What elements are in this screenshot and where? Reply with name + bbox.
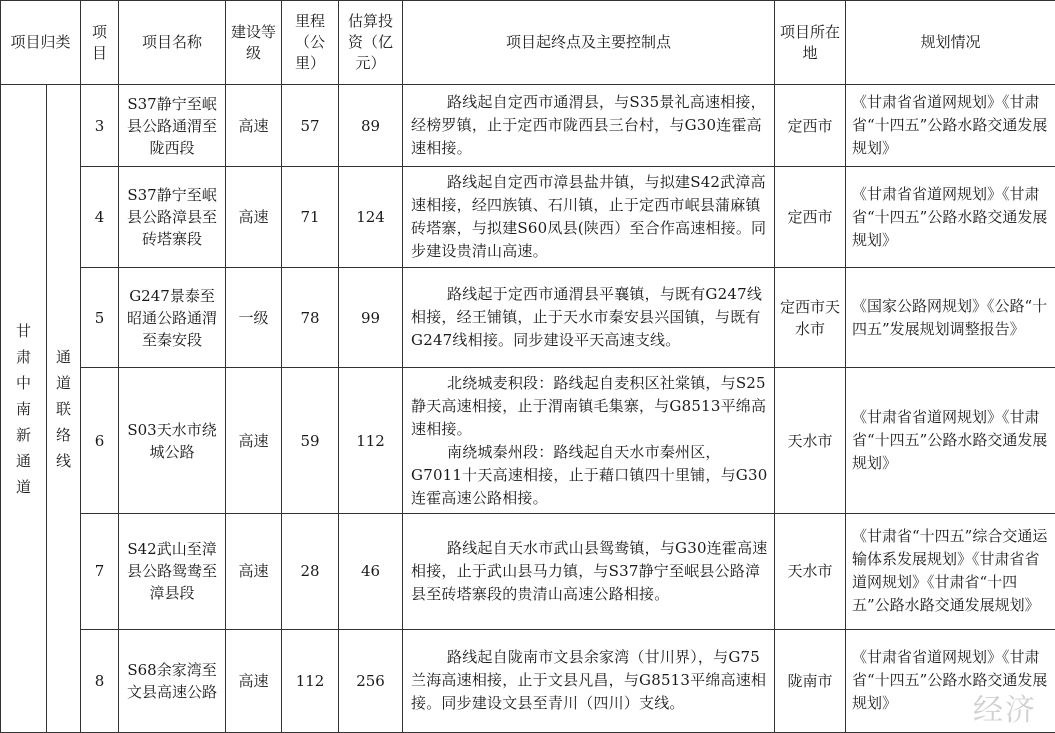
row-mileage: 71 bbox=[282, 167, 339, 268]
row-name: G247景泰至昭通公路通渭至秦安段 bbox=[119, 268, 226, 368]
row-index: 3 bbox=[81, 85, 119, 167]
row-mileage: 28 bbox=[282, 513, 339, 629]
route-paragraph: 路线起自天水市武山县鸳鸯镇，与G30连霍高速相接，止于武山县马力镇，与S37静宁至岷县公路漳县至砖塔寨段的贵清山高速公路相接。 bbox=[411, 538, 768, 603]
header-row bbox=[1, 1, 1055, 85]
route-paragraph: 路线起自定西市通渭县，与S35景礼高速相接，经榜罗镇，止于定西市陇西县三台村，与G30连霍高速相接。 bbox=[411, 93, 766, 158]
type-label: 通道联络线 bbox=[55, 347, 71, 470]
row-index: 8 bbox=[81, 629, 119, 732]
row-name: S68余家湾至文县高速公路 bbox=[119, 629, 226, 732]
header-route: 项目起终点及主要控制点 bbox=[403, 1, 775, 85]
row-grade: 高速 bbox=[226, 513, 282, 629]
row-mileage: 59 bbox=[282, 368, 339, 513]
table-row bbox=[1, 368, 1055, 513]
row-planning: 《甘肃省省道网规划》《甘肃省“十四五”公路水路交通发展规划》 bbox=[846, 85, 1055, 167]
row-mileage: 57 bbox=[282, 85, 339, 167]
header-index: 项目 bbox=[81, 1, 119, 85]
row-index: 7 bbox=[81, 513, 119, 629]
route-paragraph: 路线起自陇南市文县余家湾（甘川界），与G75兰海高速相接，止于文县凡昌，与G8513平绵高速相接。同步建设文县至青川（四川）支线。 bbox=[411, 648, 767, 713]
row-name: S03天水市绕城公路 bbox=[119, 368, 226, 513]
row-route bbox=[403, 85, 775, 167]
row-name: S37静宁至岷县公路漳县至砖塔寨段 bbox=[119, 167, 226, 268]
header-investment: 估算投资（亿元） bbox=[339, 1, 403, 85]
row-route bbox=[403, 629, 775, 732]
row-grade: 高速 bbox=[226, 629, 282, 732]
row-index: 4 bbox=[81, 167, 119, 268]
route-paragraph: 路线起自定西市漳县盐井镇，与拟建S42武漳高速相接，经四族镇、石川镇，止于定西市岷县蒲麻镇砖塔寨，与拟建S60凤县(陕西）至合作高速相接。同步建设贵清山高速。 bbox=[411, 173, 767, 261]
route-paragraph: 南绕城秦州段：路线起自天水市秦州区，G7011十天高速相接，止于藉口镇四十里铺，与G30连霍高速公路相接。 bbox=[411, 442, 768, 507]
row-planning: 《甘肃省省道网规划》《甘肃省“十四五”公路水路交通发展规划》 bbox=[846, 629, 1055, 732]
route-paragraph: 路线起于定西市通渭县平襄镇，与既有G247线相接，经王铺镇，止于天水市秦安县兴国镇，与既有G247线相接。同步建设平天高速支线。 bbox=[411, 285, 763, 350]
watermark: 经济 bbox=[973, 693, 1037, 728]
row-planning: 《甘肃省“十四五”综合交通运输体系发展规划》《甘肃省省道网规划》《甘肃省“十四五”公路水路交通发展规划》 bbox=[846, 513, 1055, 629]
row-investment: 124 bbox=[339, 167, 403, 268]
row-name: S37静宁至岷县公路通渭至陇西段 bbox=[119, 85, 226, 167]
row-planning: 《甘肃省省道网规划》《甘肃省“十四五”公路水路交通发展规划》 bbox=[846, 368, 1055, 513]
row-location: 定西市 bbox=[775, 85, 846, 167]
header-name: 项目名称 bbox=[119, 1, 226, 85]
row-investment: 89 bbox=[339, 85, 403, 167]
corridor-label: 甘肃中南新通道 bbox=[15, 321, 31, 496]
row-location: 定西市 bbox=[775, 167, 846, 268]
row-grade: 一级 bbox=[226, 268, 282, 368]
corridor-cell bbox=[1, 85, 47, 733]
row-index: 5 bbox=[81, 268, 119, 368]
row-grade: 高速 bbox=[226, 85, 282, 167]
table-body bbox=[1, 85, 1055, 733]
row-index: 6 bbox=[81, 368, 119, 513]
table-row bbox=[1, 513, 1055, 629]
table-row bbox=[1, 629, 1055, 732]
table-row bbox=[1, 268, 1055, 368]
header-mileage: 里程（公里） bbox=[282, 1, 339, 85]
row-planning: 《甘肃省省道网规划》《甘肃省“十四五”公路水路交通发展规划》 bbox=[846, 167, 1055, 268]
row-location: 定西市天水市 bbox=[775, 268, 846, 368]
row-mileage: 78 bbox=[282, 268, 339, 368]
row-route bbox=[403, 167, 775, 268]
row-location: 天水市 bbox=[775, 368, 846, 513]
row-name: S42武山至漳县公路鸳鸯至漳县段 bbox=[119, 513, 226, 629]
row-investment: 46 bbox=[339, 513, 403, 629]
header-location: 项目所在地 bbox=[775, 1, 846, 85]
row-route bbox=[403, 513, 775, 629]
row-grade: 高速 bbox=[226, 368, 282, 513]
type-cell bbox=[47, 85, 81, 733]
header-grade: 建设等级 bbox=[226, 1, 282, 85]
row-mileage: 112 bbox=[282, 629, 339, 732]
row-planning: 《国家公路网规划》《公路“十四五”发展规划调整报告》 bbox=[846, 268, 1055, 368]
row-location: 天水市 bbox=[775, 513, 846, 629]
row-investment: 112 bbox=[339, 368, 403, 513]
table-row bbox=[1, 85, 1055, 167]
route-paragraph: 北绕城麦积段：路线起自麦积区社棠镇，与S25静天高速相接，止于渭南镇毛集寨，与G8513平绵高速相接。 bbox=[411, 373, 767, 438]
row-route bbox=[403, 368, 775, 513]
row-investment: 99 bbox=[339, 268, 403, 368]
row-route bbox=[403, 268, 775, 368]
header-category: 项目归类 bbox=[1, 1, 81, 85]
row-location: 陇南市 bbox=[775, 629, 846, 732]
table-row bbox=[1, 167, 1055, 268]
row-investment: 256 bbox=[339, 629, 403, 732]
header-planning: 规划情况 bbox=[846, 1, 1055, 85]
row-grade: 高速 bbox=[226, 167, 282, 268]
